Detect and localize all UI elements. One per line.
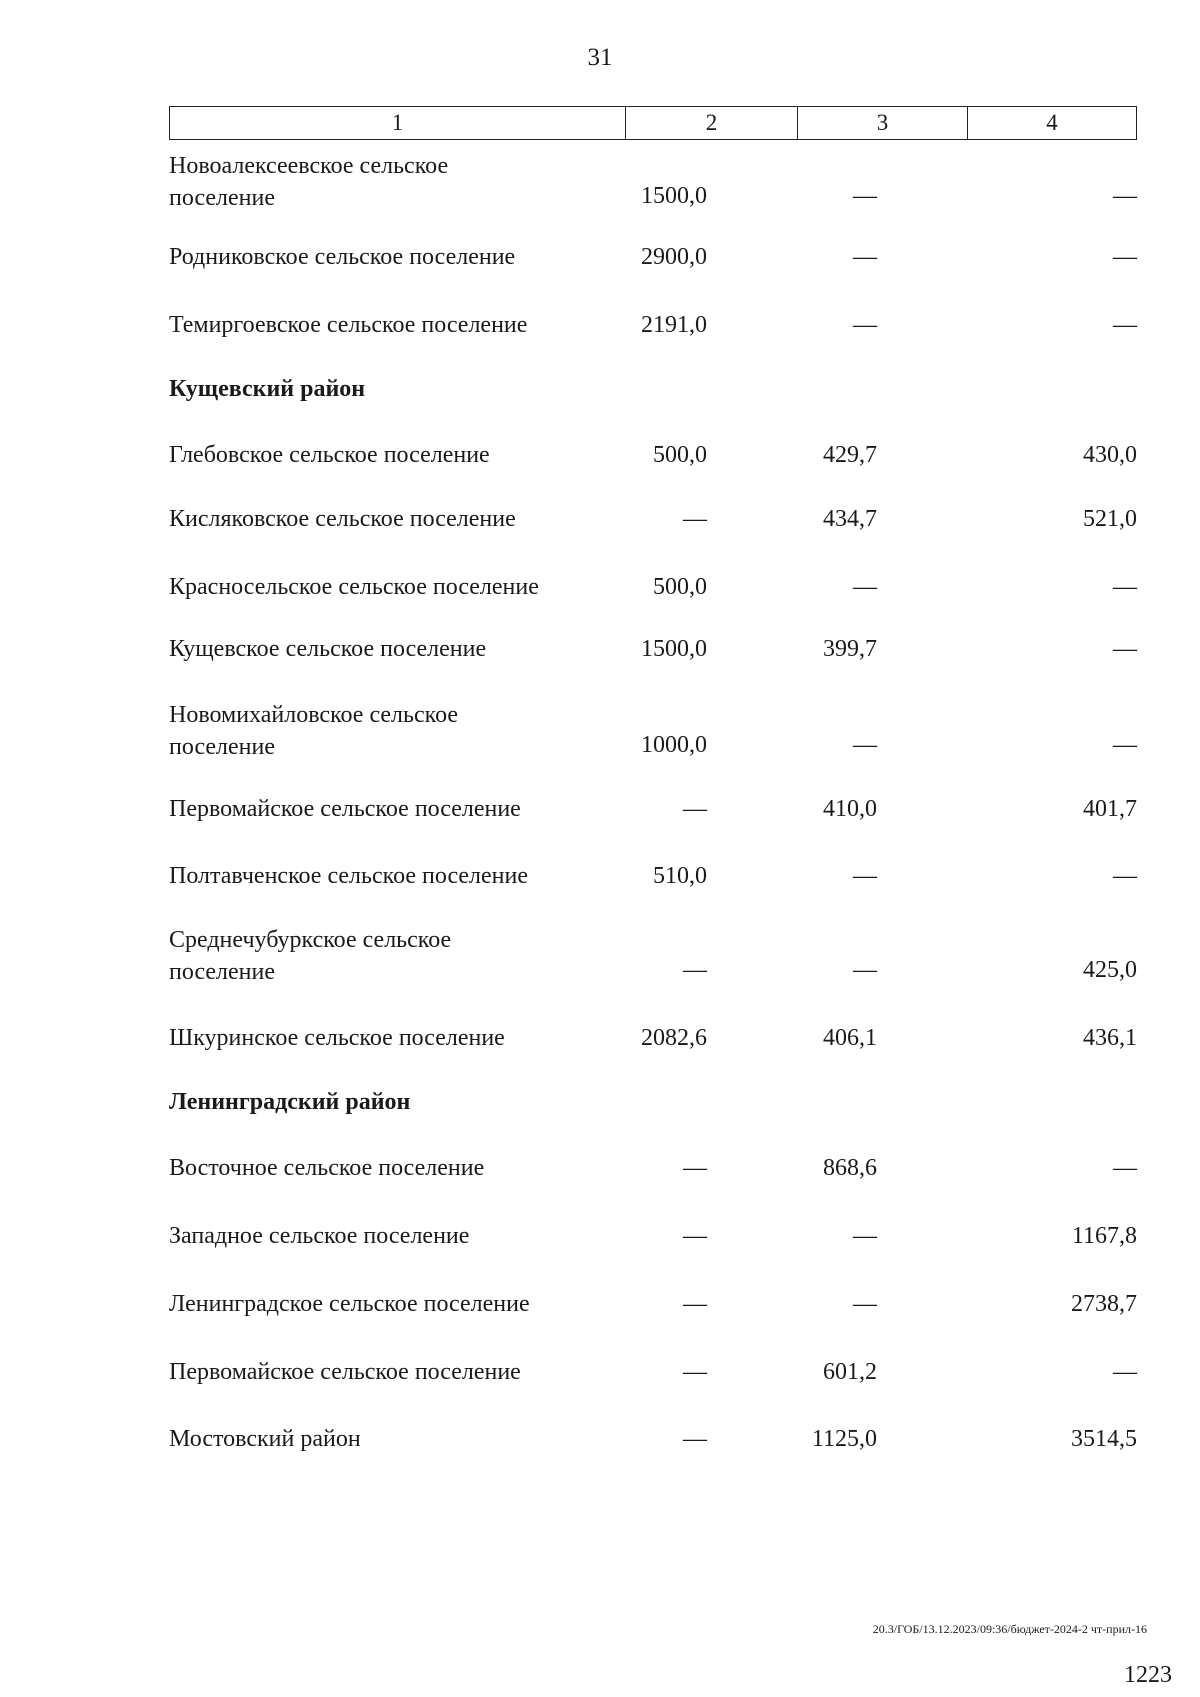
cell-col-3: 429,7 (823, 442, 877, 468)
cell-col-2: 1500,0 (641, 183, 707, 209)
cell-col-4: 436,1 (1083, 1025, 1137, 1051)
cell-col-3: — (853, 957, 877, 983)
cell-col-3: 410,0 (823, 796, 877, 822)
cell-col-4: 3514,5 (1071, 1426, 1137, 1452)
settlement-name: Родниковское сельское поселение (169, 244, 516, 270)
settlement-name: Глебовское сельское поселение (169, 442, 490, 468)
cell-col-4: — (1113, 183, 1137, 209)
cell-col-4: — (1113, 312, 1137, 338)
cell-col-4: — (1113, 636, 1137, 662)
cell-col-4: — (1113, 244, 1137, 270)
header-cell-2: 2 (626, 107, 798, 139)
cell-col-3: 1125,0 (811, 1426, 877, 1452)
page-number: 31 (587, 44, 613, 71)
cell-col-4: — (1113, 732, 1137, 758)
cell-col-3: 406,1 (823, 1025, 877, 1051)
cell-col-3: 868,6 (823, 1155, 877, 1181)
cell-col-3: — (853, 1291, 877, 1317)
district-heading: Кущевский район (169, 376, 366, 402)
cell-col-4: 1167,8 (1071, 1223, 1137, 1249)
cell-col-3: 601,2 (823, 1359, 877, 1385)
cell-col-2: 1000,0 (641, 732, 707, 758)
settlement-name: Темиргоевское сельское поселение (169, 312, 528, 338)
cell-col-4: — (1113, 1155, 1137, 1181)
settlement-name: Первомайское сельское поселение (169, 796, 521, 822)
cell-col-3: — (853, 1223, 877, 1249)
settlement-name: Кисляковское сельское поселение (169, 506, 516, 532)
cell-col-4: 425,0 (1083, 957, 1137, 983)
district-heading: Ленинградский район (169, 1089, 411, 1115)
cell-col-2: — (683, 1291, 707, 1317)
settlement-name: Шкуринское сельское поселение (169, 1025, 505, 1051)
settlement-name: Западное сельское поселение (169, 1223, 470, 1249)
cell-col-2: 510,0 (653, 863, 707, 889)
table-header (169, 106, 1137, 140)
cell-col-3: 399,7 (823, 636, 877, 662)
cell-col-3: — (853, 732, 877, 758)
header-cell-3: 3 (798, 107, 968, 139)
cell-col-2: 500,0 (653, 442, 707, 468)
cell-col-3: — (853, 863, 877, 889)
cell-col-4: 2738,7 (1071, 1291, 1137, 1317)
cell-col-2: — (683, 506, 707, 532)
settlement-name: Новоалексеевское сельское поселение (169, 153, 449, 211)
cell-col-2: 500,0 (653, 574, 707, 600)
settlement-name: Среднечубуркское сельское поселение (169, 927, 452, 985)
cell-col-2: — (683, 957, 707, 983)
settlement-name: Полтавченское сельское поселение (169, 863, 529, 889)
cell-col-3: 434,7 (823, 506, 877, 532)
settlement-name: Первомайское сельское поселение (169, 1359, 521, 1385)
cell-col-2: — (683, 1155, 707, 1181)
cell-col-2: 2082,6 (641, 1025, 707, 1051)
document-code: 20.3/ГОБ/13.12.2023/09:36/бюджет-2024-2 чт-прил-16 (872, 1622, 1147, 1636)
settlement-name: Ленинградское сельское поселение (169, 1291, 530, 1317)
cell-col-3: — (853, 183, 877, 209)
footer-page-number: 1223 (1124, 1662, 1172, 1688)
header-cell-1: 1 (170, 107, 626, 139)
cell-col-2: 1500,0 (641, 636, 707, 662)
cell-col-3: — (853, 244, 877, 270)
settlement-name: Восточное сельское поселение (169, 1155, 485, 1181)
settlement-name: Мостовский район (169, 1426, 361, 1452)
settlement-name: Красносельское сельское поселение (169, 574, 539, 600)
cell-col-3: — (853, 574, 877, 600)
cell-col-4: — (1113, 1359, 1137, 1385)
cell-col-2: 2191,0 (641, 312, 707, 338)
cell-col-2: — (683, 796, 707, 822)
cell-col-4: — (1113, 574, 1137, 600)
cell-col-2: — (683, 1359, 707, 1385)
settlement-name: Кущевское сельское поселение (169, 636, 487, 662)
header-cell-4: 4 (1046, 110, 1058, 135)
cell-col-4: — (1113, 863, 1137, 889)
cell-col-2: — (683, 1223, 707, 1249)
cell-col-4: 401,7 (1083, 796, 1137, 822)
cell-col-4: 521,0 (1083, 506, 1137, 532)
cell-col-3: — (853, 312, 877, 338)
cell-col-2: — (683, 1426, 707, 1452)
cell-col-2: 2900,0 (641, 244, 707, 270)
cell-col-4: 430,0 (1083, 442, 1137, 468)
settlement-name: Новомихайловское сельское поселение (169, 702, 459, 760)
